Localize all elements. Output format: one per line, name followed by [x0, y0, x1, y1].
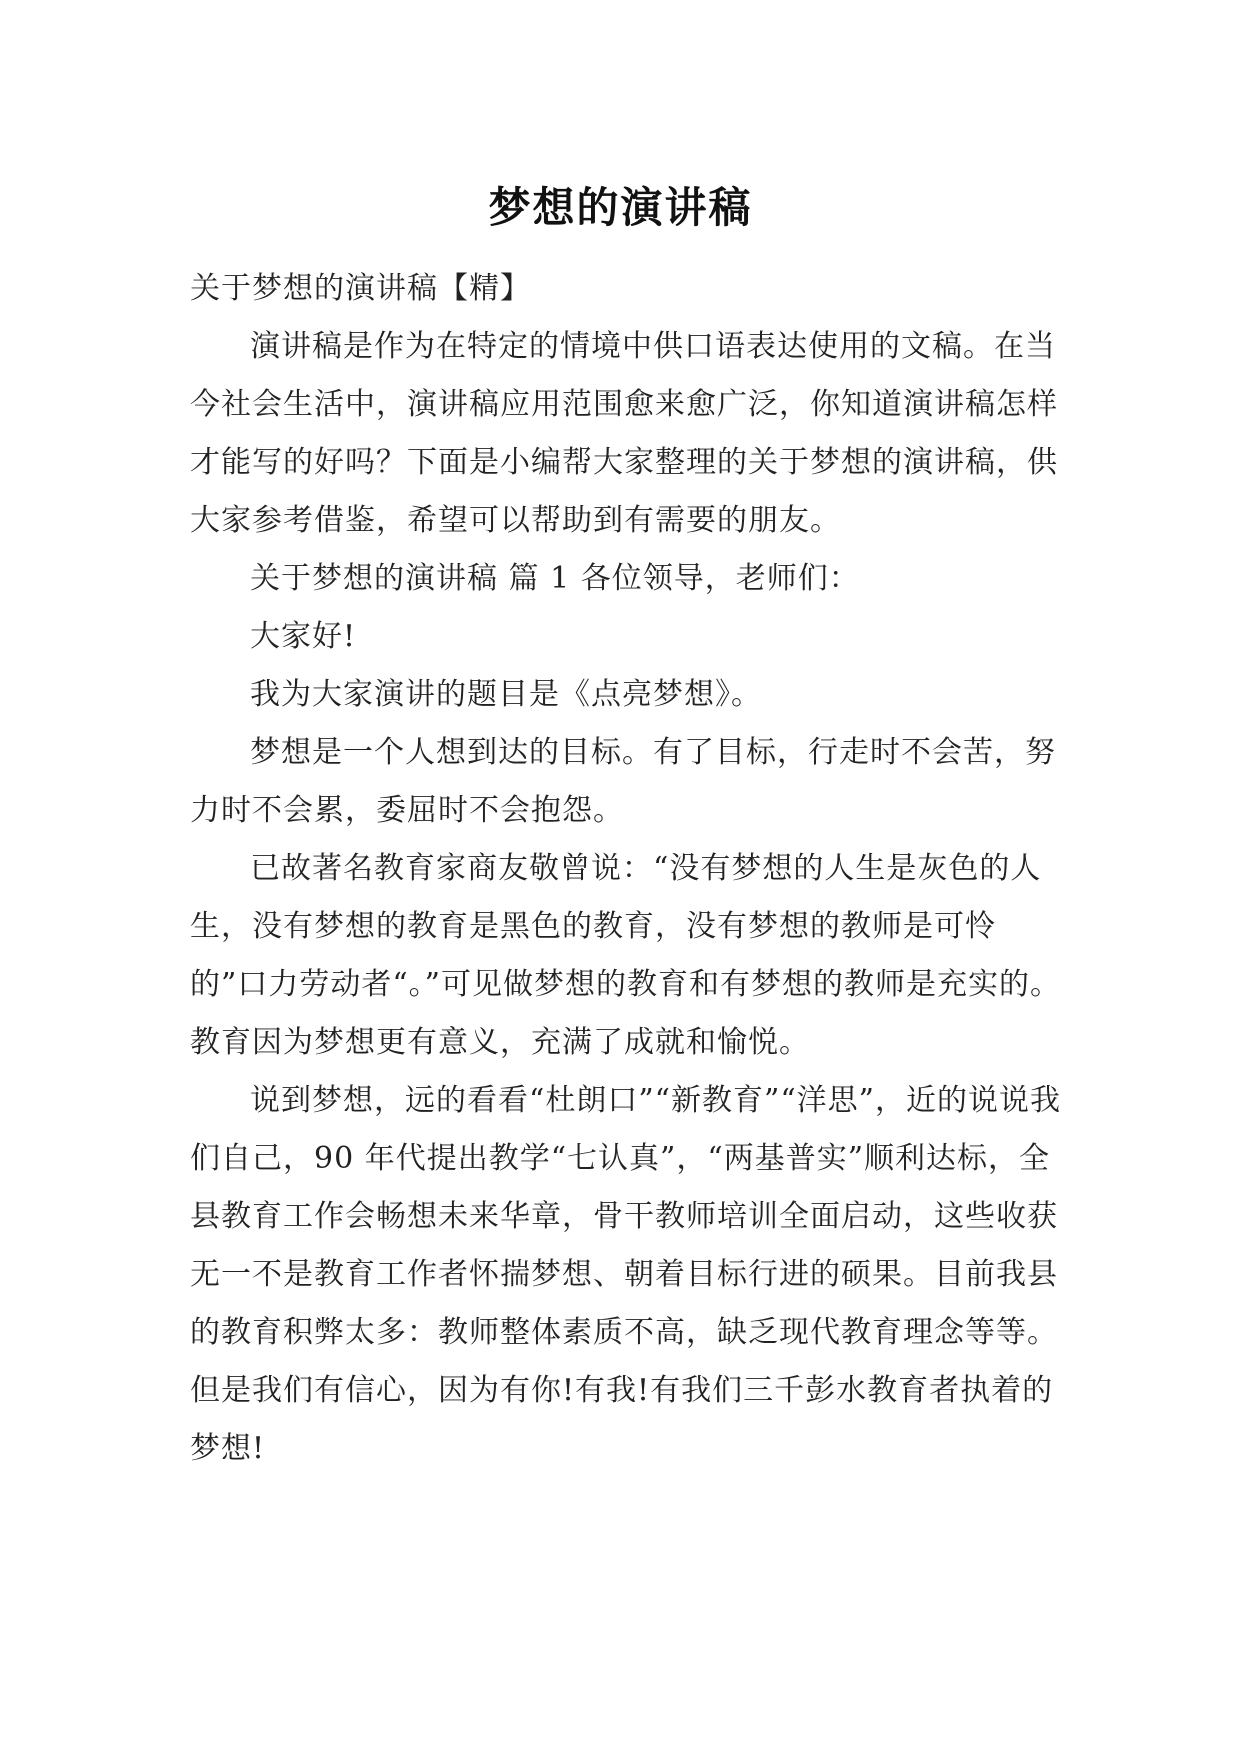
quote-paragraph: 已故著名教育家商友敬曾说：“没有梦想的人生是灰色的人生，没有梦想的教育是黑色的教育，没有梦想的教师是可怜的”口力劳动者“。”可见做梦想的教育和有梦想的教师是充实的。教育因为梦想更有意义，充满了成就和愉悦。: [190, 851, 1062, 1060]
document-title: 梦想的演讲稿: [488, 183, 753, 233]
dream-definition-paragraph: 梦想是一个人想到达的目标。有了目标，行走时不会苦，努力时不会累，委屈时不会抱怨。: [190, 735, 1056, 828]
speech-heading-paragraph: 关于梦想的演讲稿 篇 1 各位领导，老师们：: [250, 561, 860, 596]
topic-paragraph: 我为大家演讲的题目是《点亮梦想》。: [250, 677, 762, 712]
greeting-paragraph: 大家好!: [250, 619, 357, 654]
intro-paragraph: 演讲稿是作为在特定的情境中供口语表达使用的文稿。在当今社会生活中，演讲稿应用范围愈来愈广泛，你知道演讲稿怎样才能写的好吗？下面是小编帮大家整理的关于梦想的演讲稿，供大家参考借鉴，希望可以帮助到有需要的朋友。: [190, 329, 1058, 538]
document-body: [190, 260, 1070, 1478]
document-subtitle: 关于梦想的演讲稿【精】: [190, 271, 531, 306]
local-education-paragraph: 说到梦想，远的看看“杜朗口”“新教育”“洋思”，近的说说我们自己，90 年代提出教学“七认真”，“两基普实”顺利达标，全县教育工作会畅想未来华章，骨干教师培训全面启动，这些收获无一不是教育工作者怀揣梦想、朝着目标行进的硕果。目前我县的教育积弊太多：教师整体素质不高，缺乏现代教育理念等等。但是我们有信心，因为有你!有我!有我们三千彭水教育者执着的梦想!: [190, 1083, 1062, 1466]
